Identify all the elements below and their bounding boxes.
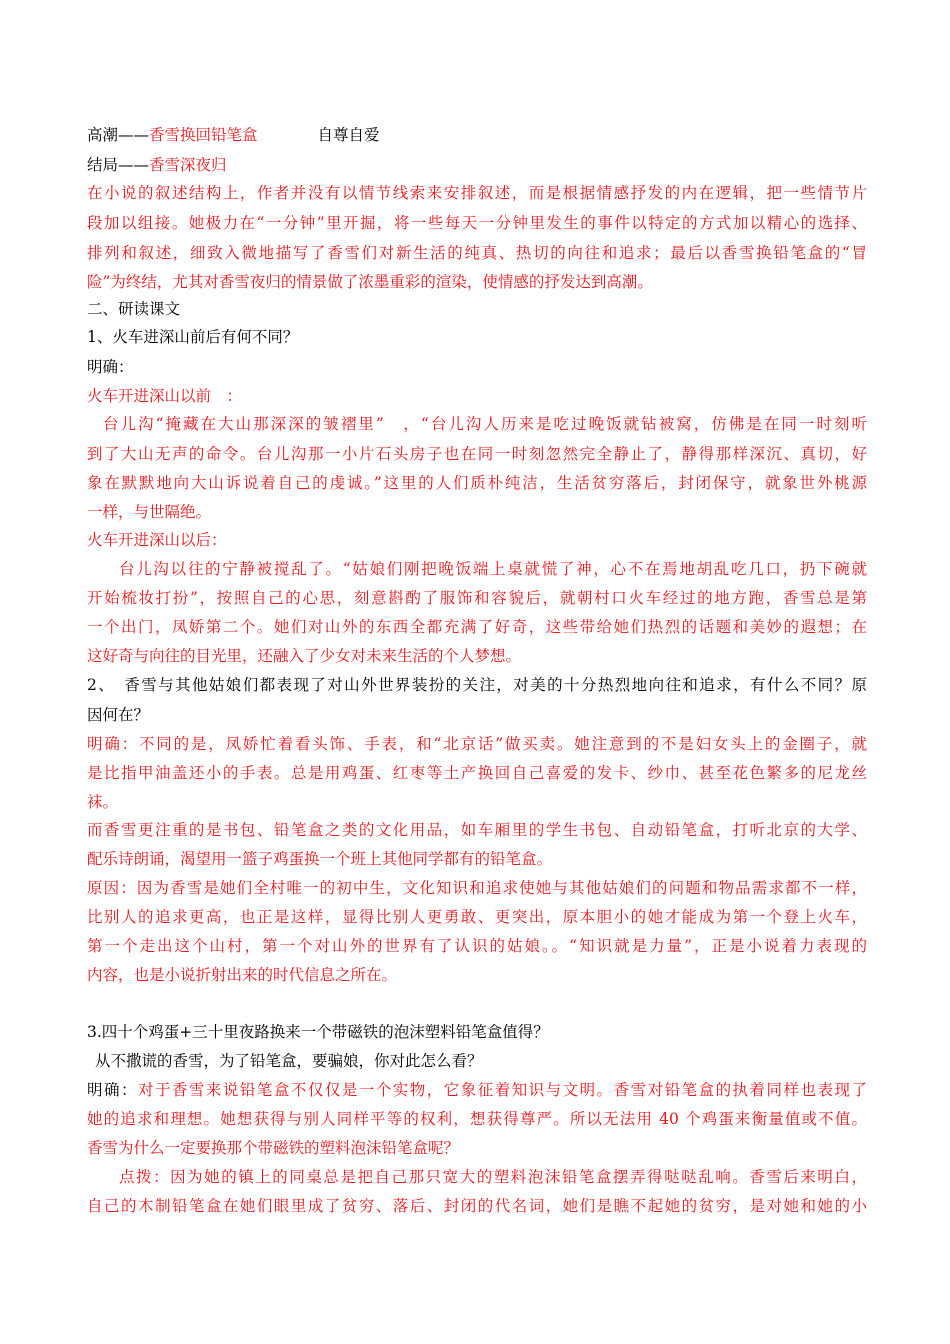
paragraph-line: 而香雪更注重的是书包、铅笔盒之类的文化用品，如车厢里的学生书包、自动铅笔盒，打听北京的大学、 [87,821,867,839]
climax-text: 香雪换回铅笔盒 [149,126,258,144]
subheading-after: 火车开进深山以后： [87,531,227,549]
answer-3-text: 对于香雪来说铅笔盒不仅仅是一个实物，它象征着知识与文明。香雪对铅笔盒的执着同样也表现了 [137,1081,867,1099]
paragraph-line: 香雪为什么一定要换那个带磁铁的塑料泡沫铅笔盒呢？ [87,1139,460,1157]
question-3: 3.四十个鸡蛋+三十里夜路换来一个带磁铁的泡沫塑料铅笔盒值得？ [87,1023,549,1041]
paragraph-line: 点拨：因为她的镇上的同桌总是把自己那只宽大的塑料泡沫铅笔盒摆弄得哒哒乱响。香雪后来明白， [119,1168,867,1186]
answer-3-line [87,1080,867,1100]
paragraph-line: 内容，也是小说折射出来的时代信息之所在。 [87,966,398,984]
label-ending: 结局—— [87,156,150,174]
plot-ending-line [87,155,227,175]
paragraph-line: 原因：因为香雪是她们全村唯一的初中生，文化知识和追求使她与其他姑娘们的问题和物品需求都不一样， [87,879,867,897]
paragraph-line: 自己的木制铅笔盒在她们眼里成了贫穷、落后、封闭的代名词，她们是瞧不起她的贫穷，是对她和她的小 [87,1197,867,1215]
plot-climax-line [87,125,380,145]
question-1: 1、火车进深山前后有何不同？ [87,328,299,346]
ending-text: 香雪深夜归 [149,156,227,174]
paragraph-line: 开始梳妆打扮”，按照自己的心思，刻意斟酌了服饰和容貌后，就朝村口火车经过的地方跑，香雪总是第 [87,589,867,607]
answer-label: 明确： [87,1081,138,1099]
paragraph-line: 在小说的叙述结构上，作者并没有以情节线索来安排叙述，而是根据情感抒发的内在逻辑，把一些情节片 [87,184,867,202]
climax-theme: 自尊自爱 [317,126,380,144]
paragraph-line: 一个出门，凤娇第二个。她们对山外的东西全都充满了好奇，这些带给她们热烈的话题和美妙的遐想；在 [87,618,867,636]
question-3-cont: 从不撒谎的香雪，为了铅笔盒，要骗娘，你对此怎么看？ [95,1052,483,1070]
paragraph-line: 配乐诗朗诵，渴望用一篮子鸡蛋换一个班上其他同学都有的铅笔盒。 [87,850,553,868]
subheading-before: 火车开进深山以前 ： [87,387,243,405]
question-2-cont: 因何在？ [87,706,150,724]
answer-label: 明确： [87,358,134,376]
paragraph-line: 第一个走出这个山村，第一个对山外的世界有了认识的姑娘。。“知识就是力量”，正是小说着力表现的 [87,937,867,955]
paragraph-line: 象在默默地向大山诉说着自己的虔诚。”这里的人们质朴纯洁，生活贫穷落后，封闭保守，就象世外桃源 [87,474,867,492]
paragraph-line: 一样，与世隔绝。 [87,503,212,521]
question-2: 2、 香雪与其他姑娘们都表现了对山外世界装扮的关注，对美的十分热烈地向往和追求，有什么不同？原 [87,676,867,694]
paragraph-line: 比别人的追求更高，也正是这样，显得比别人更勇敢、更突出，原本胆小的她才能成为第一个登上火车， [87,908,867,926]
section-heading: 二、研读课文 [87,300,181,318]
paragraph-line: 险”为终结，尤其对香雪夜归的情景做了浓墨重彩的渲染，使情感的抒发达到高潮。 [87,273,653,291]
paragraph-line: 她的追求和理想。她想获得与别人同样平等的权利，想获得尊严。所以无法用 40 个鸡蛋来衡量值或不值。 [87,1110,867,1128]
label-climax: 高潮—— [87,126,150,144]
paragraph-line: 排列和叙述，细致入微地描写了香雪们对新生活的纯真、热切的向往和追求；最后以香雪换铅笔盒的“冒 [87,244,867,262]
paragraph-line: 这好奇与向往的目光里，还融入了少女对未来生活的个人梦想。 [87,647,522,665]
paragraph-line: 段加以组接。她极力在“一分钟”里开掘，将一些每天一分钟里发生的事件以特定的方式加以精心的选择、 [87,214,867,232]
paragraph-line: 到了大山无声的命令。台儿沟那一小片石头房子也在同一时刻忽然完全静止了，静得那样深沉、真切，好 [87,445,867,463]
paragraph-line: 是比指甲油盖还小的手表。总是用鸡蛋、红枣等土产换回自己喜爱的发卡、纱巾、甚至花色繁多的尼龙丝 [87,764,867,782]
paragraph-line: 台儿沟以往的宁静被搅乱了。“姑娘们刚把晚饭端上桌就慌了神，心不在焉地胡乱吃几口，扔下碗就 [119,560,867,578]
paragraph-line: 袜。 [87,793,119,811]
paragraph-line: 明确：不同的是，凤娇忙着看头饰、手表，和“北京话”做买卖。她注意到的不是妇女头上的金圈子，就 [87,735,867,753]
paragraph-line: 台儿沟“掩藏在大山那深深的皱褶里” ，“台儿沟人历来是吃过晚饭就钻被窝，仿佛是在同一时刻听 [103,415,867,433]
